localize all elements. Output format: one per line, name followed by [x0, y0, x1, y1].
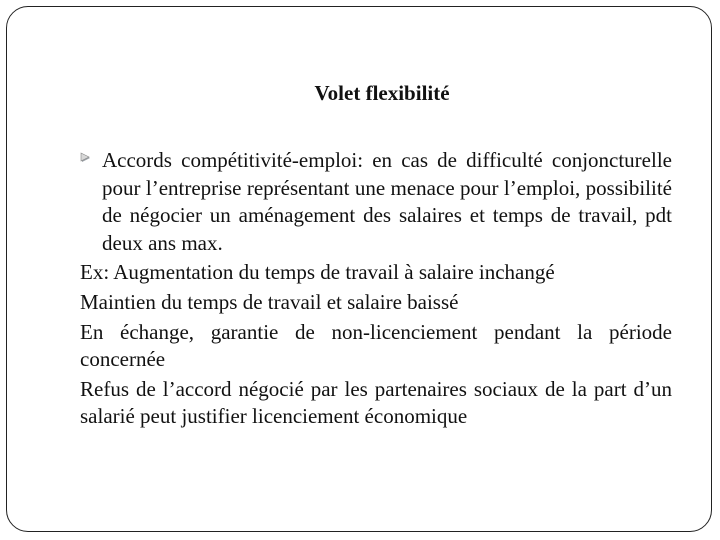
triangle-bullet-icon: [80, 147, 102, 175]
bullet-text: Accords compétitivité-emploi: en cas de difficulté conjoncturelle pour l’entreprise représentant une menace pour l’emploi, possibilité de négocier un aménagement des salaires et temps de travail, pdt deux ans max.: [102, 148, 672, 255]
slide-frame: [6, 6, 712, 532]
paragraph-refus: Refus de l’accord négocié par les partenaires sociaux de la part d’un salarié peut justifier licenciement économique: [80, 376, 672, 429]
slide-title: Volet flexibilité: [314, 81, 450, 105]
paragraph-echange: En échange, garantie de non-licenciement pendant la période concernée: [80, 319, 672, 372]
bullet-paragraph: [80, 147, 672, 257]
slide-body: [80, 147, 672, 433]
paragraph-example: Ex: Augmentation du temps de travail à salaire inchangé: [80, 260, 555, 285]
paragraph-maintien: Maintien du temps de travail et salaire baissé: [80, 289, 459, 314]
